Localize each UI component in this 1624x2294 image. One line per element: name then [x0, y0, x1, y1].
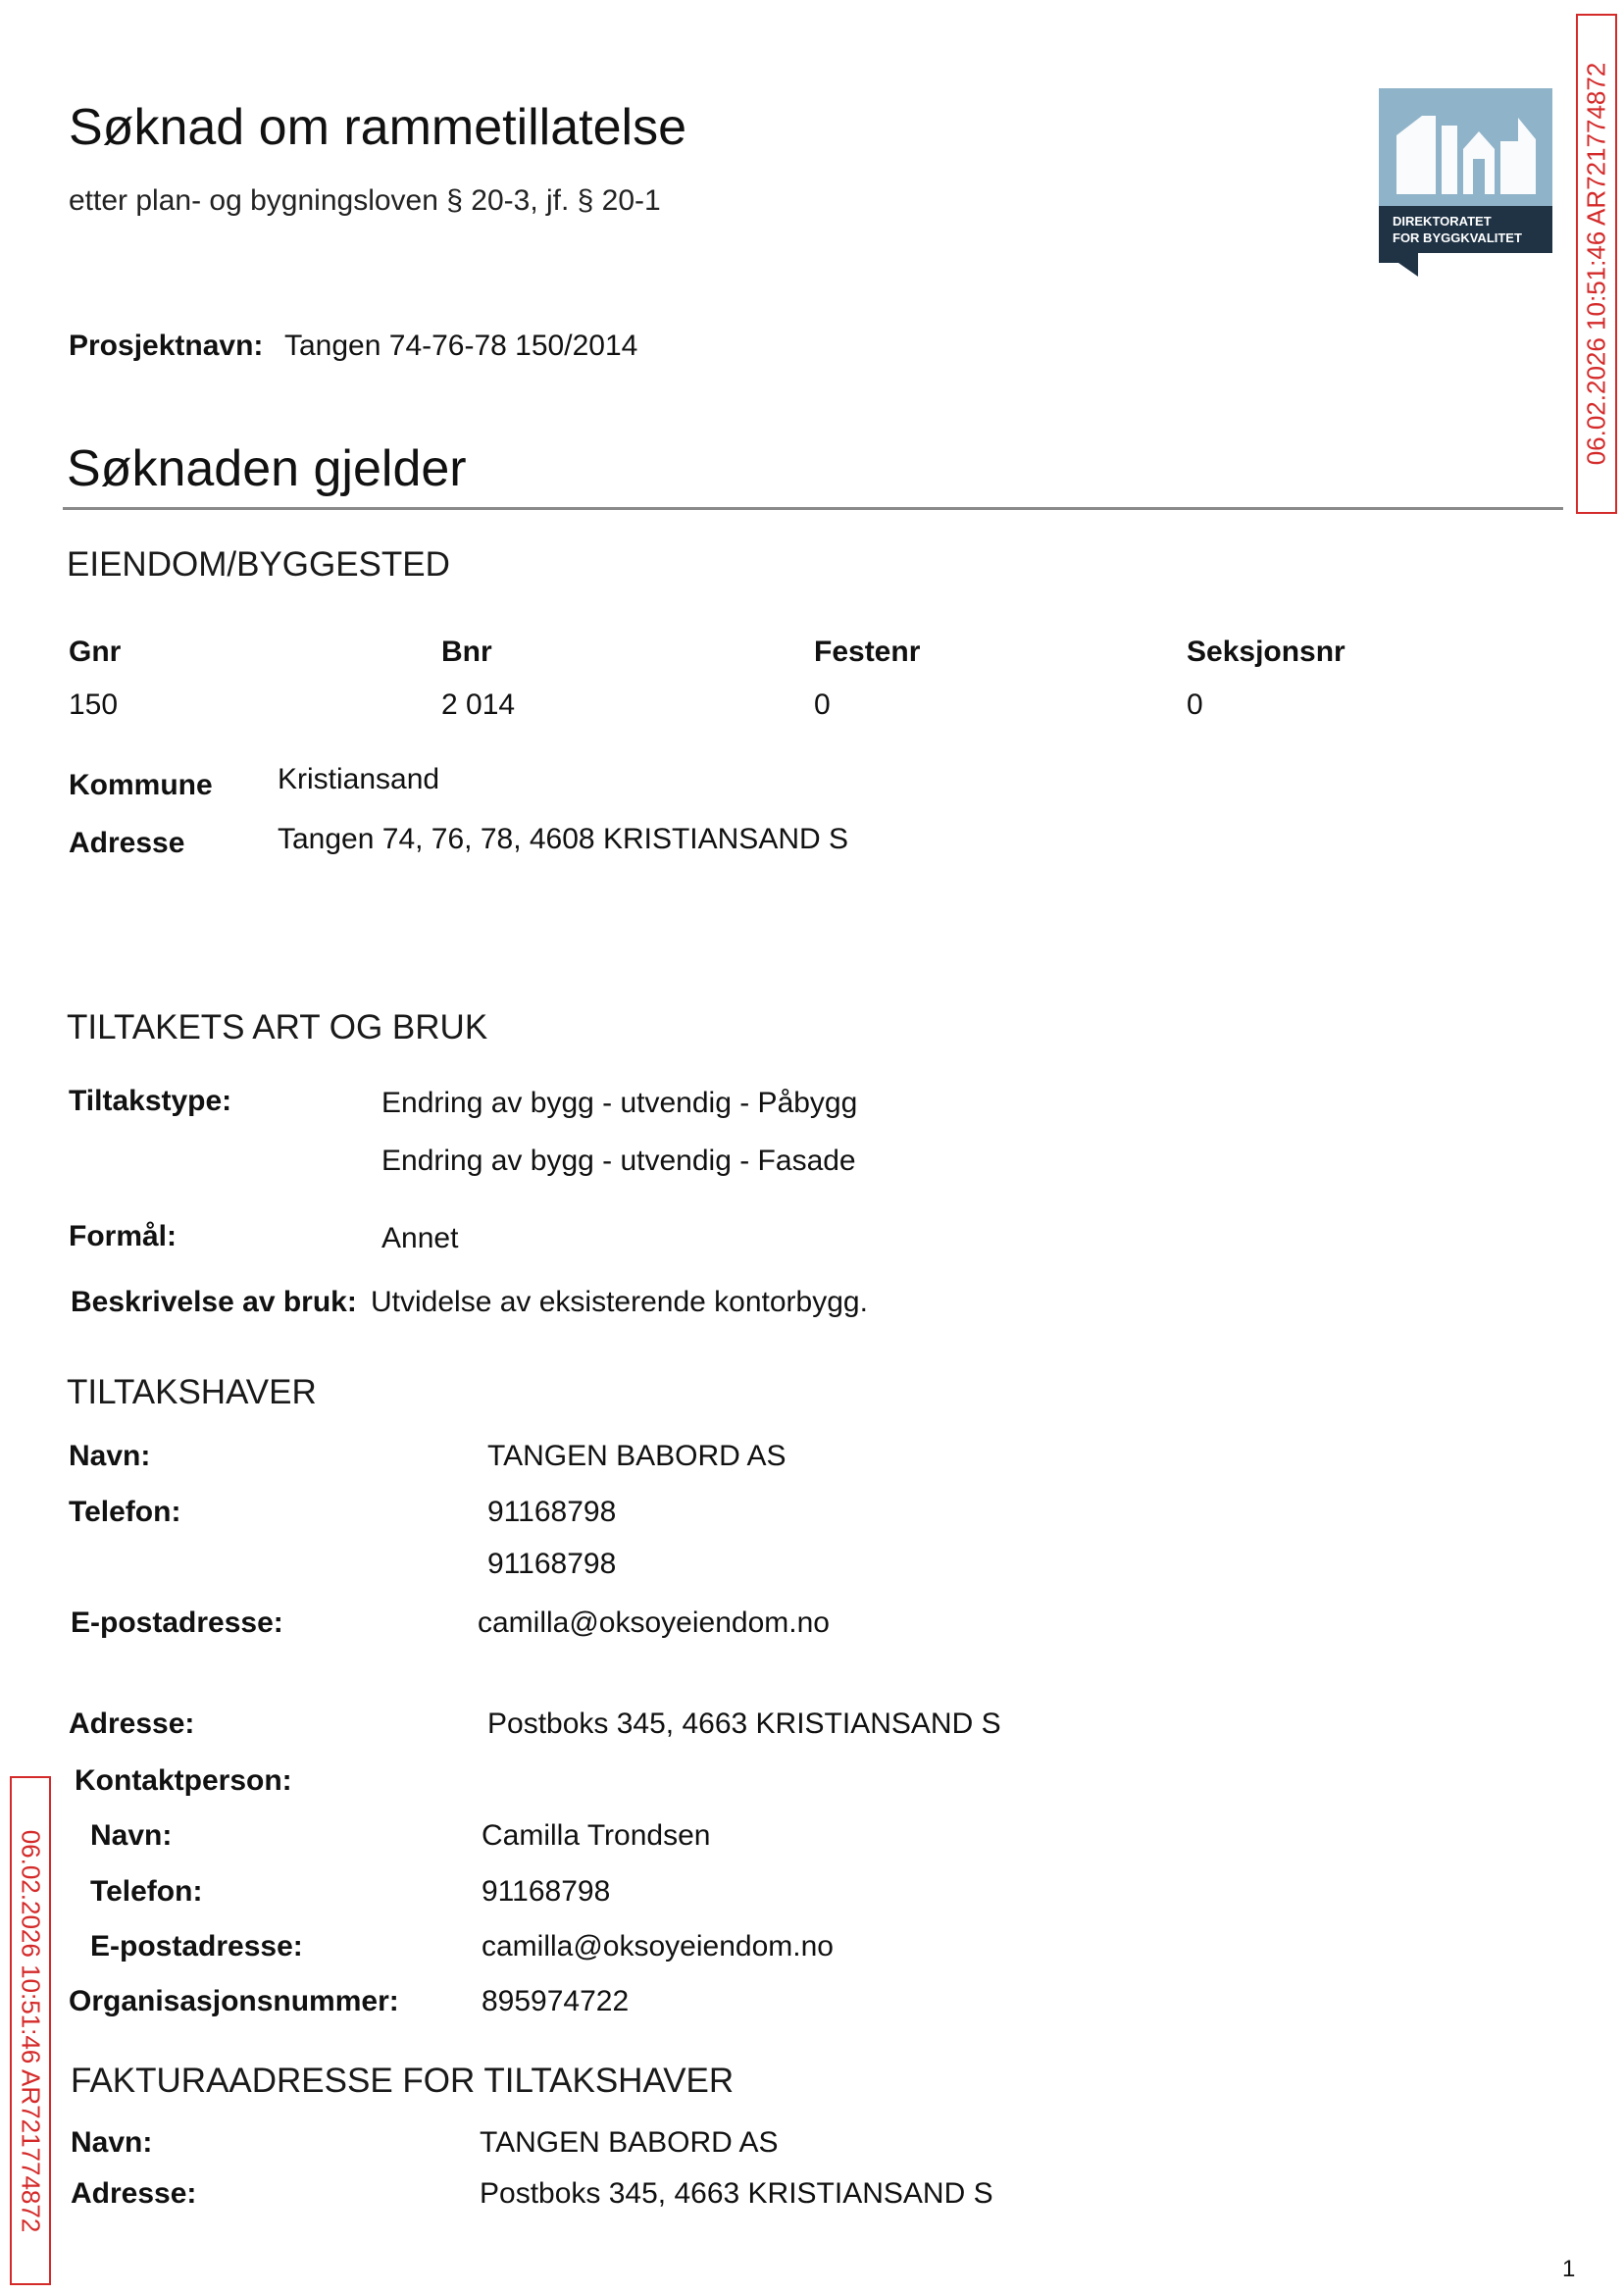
logo-text-line2: FOR BYGGKVALITET	[1393, 230, 1522, 245]
kontakt-epost-value: camilla@oksoyeiendom.no	[482, 1930, 834, 1963]
faktura-navn-label: Navn:	[71, 2126, 153, 2159]
document-title: Søknad om rammetillatelse	[69, 99, 686, 156]
formal-value: Annet	[381, 1222, 459, 1254]
stamp-text: 06.02.2026 10:51:46 AR721774872	[1581, 62, 1611, 466]
kontakt-navn-label: Navn:	[90, 1819, 173, 1852]
bruk-label: Beskrivelse av bruk:	[71, 1286, 357, 1318]
kontakt-epost-label: E-postadresse:	[90, 1930, 303, 1963]
adresse-label: Adresse	[69, 827, 185, 859]
kontakt-telefon-label: Telefon:	[90, 1875, 203, 1908]
document-subtitle: etter plan- og bygningsloven § 20-3, jf. § 20-1	[69, 184, 661, 217]
tiltakshaver-telefon-2: 91168798	[487, 1548, 617, 1580]
stamp-text: 06.02.2026 10:51:46 AR721774872	[16, 1829, 46, 2232]
tiltakshaver-navn-value: TANGEN BABORD AS	[487, 1440, 787, 1472]
seksjonsnr-label: Seksjonsnr	[1187, 636, 1345, 668]
bnr-label: Bnr	[441, 636, 492, 668]
faktura-navn-value: TANGEN BABORD AS	[480, 2126, 779, 2159]
faktura-adresse-value: Postboks 345, 4663 KRISTIANSAND S	[480, 2177, 993, 2210]
dibk-logo-graphic	[1379, 88, 1552, 277]
adresse-value: Tangen 74, 76, 78, 4608 KRISTIANSAND S	[278, 823, 848, 855]
dibk-logo	[1379, 88, 1552, 277]
festenr-value: 0	[814, 688, 831, 721]
property-heading: EIENDOM/BYGGESTED	[67, 545, 450, 584]
seksjonsnr-value: 0	[1187, 688, 1203, 721]
festenr-label: Festenr	[814, 636, 921, 668]
tiltakstype-value-1: Endring av bygg - utvendig - Påbygg	[381, 1087, 858, 1119]
formal-label: Formål:	[69, 1220, 178, 1252]
tiltak-heading: TILTAKETS ART OG BRUK	[67, 1008, 488, 1046]
tiltakstype-value-2: Endring av bygg - utvendig - Fasade	[381, 1145, 856, 1177]
orgnr-label: Organisasjonsnummer:	[69, 1985, 399, 2017]
tiltakshaver-heading: TILTAKSHAVER	[67, 1373, 317, 1411]
gnr-value: 150	[69, 688, 119, 721]
gnr-label: Gnr	[69, 636, 122, 668]
faktura-heading: FAKTURAADRESSE FOR TILTAKSHAVER	[71, 2062, 735, 2100]
kontakt-telefon-value: 91168798	[482, 1875, 611, 1908]
kontakt-navn-value: Camilla Trondsen	[482, 1819, 711, 1852]
logo-text-line1: DIREKTORATET	[1393, 214, 1492, 229]
project-label: Prosjektnavn:	[69, 330, 264, 362]
timestamp-stamp-left	[10, 1776, 51, 2285]
kontaktperson-label: Kontaktperson:	[75, 1764, 292, 1797]
page-number: 1	[1562, 2256, 1576, 2282]
tiltakshaver-adresse-label: Adresse:	[69, 1708, 195, 1740]
tiltakstype-label: Tiltakstype:	[69, 1085, 232, 1117]
tiltakshaver-telefon-label: Telefon:	[69, 1496, 181, 1528]
section-divider	[63, 507, 1563, 510]
faktura-adresse-label: Adresse:	[71, 2177, 197, 2210]
bnr-value: 2 014	[441, 688, 516, 721]
tiltakshaver-adresse-value: Postboks 345, 4663 KRISTIANSAND S	[487, 1708, 1001, 1740]
tiltakshaver-telefon-1: 91168798	[487, 1496, 617, 1528]
orgnr-value: 895974722	[482, 1985, 630, 2017]
project-value: Tangen 74-76-78 150/2014	[284, 330, 638, 362]
section-title: Søknaden gjelder	[67, 440, 467, 497]
kommune-label: Kommune	[69, 769, 213, 801]
bruk-value: Utvidelse av eksisterende kontorbygg.	[371, 1286, 868, 1318]
timestamp-stamp-right	[1576, 14, 1617, 514]
kommune-value: Kristiansand	[278, 763, 440, 795]
tiltakshaver-navn-label: Navn:	[69, 1440, 151, 1472]
tiltakshaver-epost-label: E-postadresse:	[71, 1606, 283, 1639]
tiltakshaver-epost-value: camilla@oksoyeiendom.no	[478, 1606, 830, 1639]
